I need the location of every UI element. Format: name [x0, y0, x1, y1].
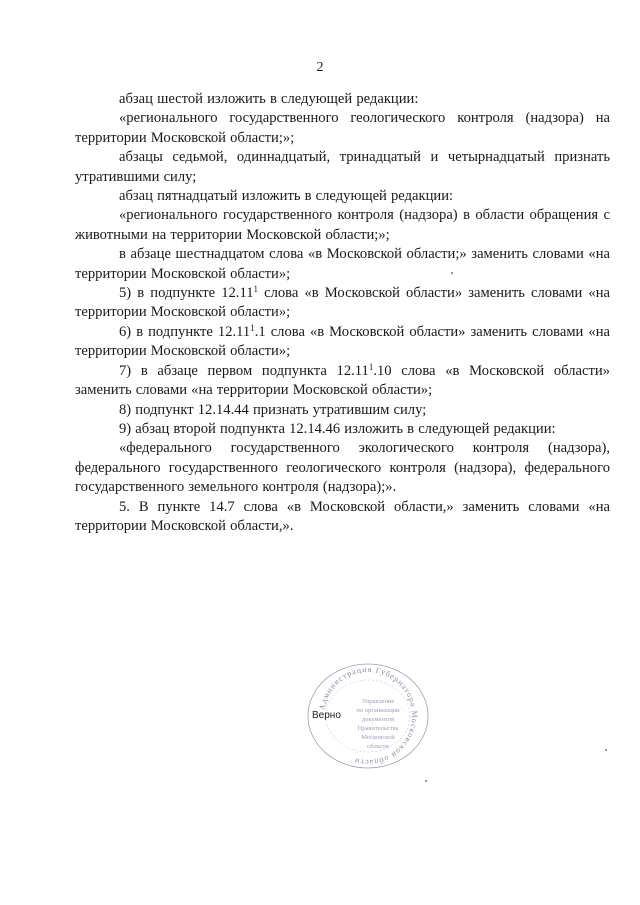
- paragraph: «регионального государственного контроля (надзора) в области обращения с животными на территории Московской области;»;: [75, 207, 610, 243]
- paragraph: 6) в подпункте 12.11$^1$.1 слова «в Московской области» заменить словами «на территории Московской области»;: [75, 322, 610, 360]
- paragraph: абзац пятнадцатый изложить в следующей редакции:: [119, 188, 454, 205]
- seal-inner-text: Управление по организации документов Правительства Московской области: [356, 698, 400, 750]
- scan-speck: [605, 749, 607, 751]
- paragraph: 9) абзац второй подпункта 12.14.46 изложить в следующей редакции:: [119, 420, 556, 437]
- paragraph: 5. В пункте 14.7 слова «в Московской области,» заменить словами «на территории Московской области,».: [75, 498, 610, 534]
- paragraph: 8) подпункт 12.14.44 признать утратившим силу;: [119, 401, 427, 418]
- scan-speck: [451, 272, 453, 274]
- paragraph: абзац шестой изложить в следующей редакции:: [119, 91, 419, 107]
- verno-mark: Верно: [312, 710, 341, 721]
- paragraph: «федерального государственного экологического контроля (надзора), федерального государственного геологического контроля (надзора), федерального государственного земельного контроля (надзора);».: [75, 440, 610, 496]
- paragraph: в абзаце шестнадцатом слова «в Московской области;» заменить словами «на территории Московской области»;: [75, 246, 610, 282]
- paragraph: абзацы седьмой, одиннадцатый, тринадцатый и четырнадцатый признать утратившими силу;: [75, 149, 610, 185]
- paragraph: 7) в абзаце первом подпункта 12.11$^1$.10 слова «в Московской области» заменить словами «на территории Московской области»;: [75, 361, 610, 399]
- scan-speck: [425, 780, 427, 782]
- page-number: 2: [316, 60, 324, 75]
- paragraph: 5) в подпункте 12.11$^1$ слова «в Московской области» заменить словами «на территории Московской области»;: [75, 284, 610, 321]
- document-body: [75, 90, 610, 536]
- paragraph: «регионального государственного геологического контроля (надзора) на территории Московской области;»;: [75, 110, 610, 146]
- seal-ring-text: Администрация Губернатора Московской области: [317, 664, 420, 768]
